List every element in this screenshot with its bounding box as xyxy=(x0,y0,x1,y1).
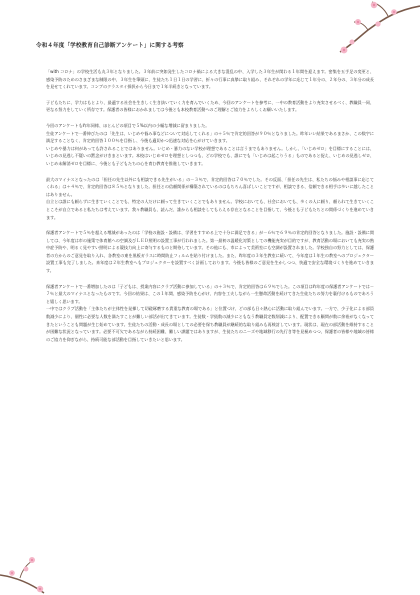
paragraph: 子どもたちに、学力はもとより、最適する社会を生きしく生き抜いていく力を育んでいくため、今回のアンケートを参考に、一中の教育活動をより充実させるべく、教職員一同、更なる努力をしていく所存です。保護者の皆様におかれましては今後とも本校教育活動へのご理解とご協力をよろしくお願いいたします。 xyxy=(46,99,374,113)
cherry-blossom-branch-bottom xyxy=(0,545,70,595)
document-body xyxy=(46,68,374,351)
paragraph: 最大のマイナスとなったのは「担任の先生以外にも相談できる先生がいる」の－３％で、肯定的回答は７０％でした。その反面、「担任の先生は、私たちの悩みや相談事に応じてくれる」は＋４％で、肯定的回答は８５％となりました。担任との信頼関係が構築されているのはもちろん喜ばしいことですが、相談できる、信頼できる相手は多いに越したことはありません。 自立とは誰にも頼らずに生きていくことでも、特定の人だけに頼って生きていくことでもありません。学校においても、社会においても、多くの人に頼り、頼られて生きていくことこそが自立であると私たちは考えています。我々教職員も、読んだ、誰からも相談をしてもらえる存在となることを目指して、今後とも子どもたちとの関係づくりを進めていきます。 xyxy=(46,176,374,220)
page-title: 令和４年度「学校教育自己診断アンケート」に関する考察 xyxy=(36,43,184,49)
paragraph: 「with コロナ」の学校生活も丸３年となりました。３年前に突如発生したコロナ禍による大きな混乱の中、入学した３年生が関わる１年間を迎えます。密集を五手足の変更と、感染予防のためのさまざまな制限の中、３年生を筆頭に、生徒たち１日１日の学習に、折々の行事に真摯に取り組み、それぞれの学年に応じて１年分の、２年分の、３年分の成長を見せてくれています。コンブのクラスタイ採択から今日まで１年半続きとなっています。 xyxy=(46,69,374,90)
paragraph: 今回のアンケートも昨年同様、ほとんどの項目で５%以内の小幅な増減に留まりました。 生徒アンケートで一番伸びたのは「先生は、いじめや悩み事などについて対応してくれる」の＋５％で肯定的回答が９０％となりました。昨年いい結果であるまさか、この数字に満足することなく、肯定的回答１００％を目指し、今後も適切かつ迅速な対応を心がけていきます。 いじめや暴力は何があっても許されることではありません。いじめ・暴力のない学校が理想であることは言うまでもありません。しかし、「いじめゼロ」を目標にすることには、いじめの見逃し不疑いの黙念がけきまといます。本校はいじめゼロを理想としつつも、どの学校でも、誰にでも「いじめは起こりうる」ものであると捉え、いじめの見逃しゼロ、いじめ未解消ゼロを目標に、今後とも子どもたちの心を育む教育を推進していきます。 xyxy=(46,122,374,166)
cherry-blossom-branch-top xyxy=(328,0,420,60)
paragraph: 保護者アンケートで一番増加したのは「子どもは、授業内容にクラブ活動に参加している」の＋３％で、肯定的回答は６９％でした。この項目は昨年度の保護者アンケートでは－７％と最大のマイナスとなったものです。今回の結果は、この１年間、感染予防を心がけ、内容を工夫しながら一生懸命活動を続けてきた生徒たちの努力を裏付けるものであろうと嬉しく思います。 一中ではクラブ活動を「主体たちが主体性を発揮して切磋琢磨する貴重な教育の場である」と位置づけ、どの部も日々熱心に活動に取り組んでいます。一方で、少子化による部員数減少により、個性に必要な人数を満たすことが難しい部活が出てきています。生徒数・学級数の減少にともなう教職員定数削減により、配置できる顧問が数に余裕がなくなってきたということも問題が生じ始めています。生徒たちの活動・成長の場としての必要を保ち教職員が継続的な取り組みも再検討しています。現状は、現在の部活動を維持することが困難な状況となっています。必要不可欠であるながら持続困難、難しい課題ではありますが、生徒たちのニーズや地域移行の先行き等を見極めつつ、保護者の皆様や地域の皆様のご協力を仰ぎながら、持続可能な部活動を目指していきたいと思います。 xyxy=(46,283,374,342)
paragraph: 保護者アンケートで５％を超える増減があったのは「学校の施設・設備は、学習をすすめる上で十分に満足できる」が－６％で６９％の肯定的回答となりました。施設・設備に関しては、今年度は市の施策で体育館への空調及びＬＥＤ照明の設置工事が行われました。第一最初の温暖化対策としての機能充実が目的ですが、教育活動の場においても充実の熟中症予防や、明るく見やすい照明による競技力向上に寄与するものと期待しています。その他にも、市によって美術室にも空調が設置されました。学校独自の努力としては、保護者の方からのご意見を取り入れ、各教室の東を黒板ガラスに時間防止フィルムを貼り付けました。また、昨年度の３年生教室に続いて、今年度は１年生の教室へのプロジェクター設置工事も完了しました。来年度は２年生教室へもプロジェクターを設置すべく計画しております。今後も皆様のご意見を生かしつつ、快適で安全な環境づくりを進めていきます。 xyxy=(46,230,374,274)
